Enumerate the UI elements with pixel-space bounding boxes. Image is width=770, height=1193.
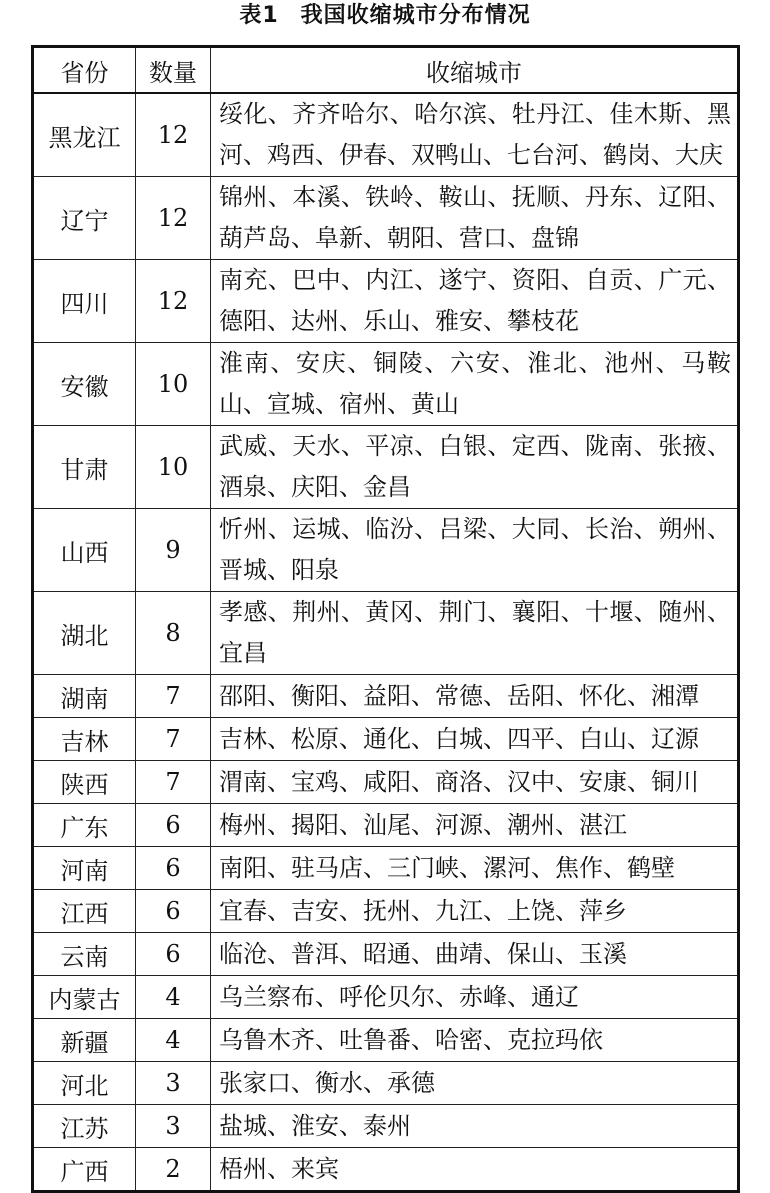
- province-cell: 湖北: [33, 592, 136, 675]
- cities-cell: 锦州、本溪、铁岭、鞍山、抚顺、丹东、辽阳、葫芦岛、阜新、朝阳、营口、盘锦: [211, 177, 739, 260]
- table-caption: 我国收缩城市分布情况: [300, 3, 531, 28]
- cities-cell: 忻州、运城、临汾、吕梁、大同、长治、朔州、晋城、阳泉: [211, 509, 739, 592]
- table-row: [33, 761, 739, 804]
- count-cell: 7: [136, 761, 211, 804]
- province-cell: 新疆: [33, 1019, 136, 1062]
- table-row: [33, 343, 739, 426]
- cities-cell: 南阳、驻马店、三门峡、漯河、焦作、鹤壁: [211, 847, 739, 890]
- table-row: [33, 509, 739, 592]
- count-cell: 6: [136, 847, 211, 890]
- province-cell: 吉林: [33, 718, 136, 761]
- count-cell: 9: [136, 509, 211, 592]
- cities-cell: 邵阳、衡阳、益阳、常德、岳阳、怀化、湘潭: [211, 675, 739, 718]
- cities-cell: 乌鲁木齐、吐鲁番、哈密、克拉玛依: [211, 1019, 739, 1062]
- province-cell: 安徽: [33, 343, 136, 426]
- table-row: [33, 1105, 739, 1148]
- cities-cell: 绥化、齐齐哈尔、哈尔滨、牡丹江、佳木斯、黑河、鸡西、伊春、双鸭山、七台河、鹤岗、大庆: [211, 93, 739, 177]
- cities-cell: 淮南、安庆、铜陵、六安、淮北、池州、马鞍山、宣城、宿州、黄山: [211, 343, 739, 426]
- table-row: [33, 804, 739, 847]
- table-row: [33, 260, 739, 343]
- cities-cell: 南充、巴中、内江、遂宁、资阳、自贡、广元、德阳、达州、乐山、雅安、攀枝花: [211, 260, 739, 343]
- table-row: [33, 933, 739, 976]
- province-cell: 云南: [33, 933, 136, 976]
- count-cell: 6: [136, 804, 211, 847]
- table-number: 表1: [239, 3, 279, 28]
- count-cell: 3: [136, 1105, 211, 1148]
- cities-cell: 吉林、松原、通化、白城、四平、白山、辽源: [211, 718, 739, 761]
- table-row: [33, 177, 739, 260]
- province-cell: 山西: [33, 509, 136, 592]
- cities-cell: 孝感、荆州、黄冈、荆门、襄阳、十堰、随州、宜昌: [211, 592, 739, 675]
- cities-cell: 渭南、宝鸡、咸阳、商洛、汉中、安康、铜川: [211, 761, 739, 804]
- shrinking-cities-table: [31, 45, 740, 1193]
- province-cell: 河南: [33, 847, 136, 890]
- count-cell: 4: [136, 1019, 211, 1062]
- cities-cell: 乌兰察布、呼伦贝尔、赤峰、通辽: [211, 976, 739, 1019]
- count-cell: 4: [136, 976, 211, 1019]
- table-row: [33, 93, 739, 177]
- province-cell: 湖南: [33, 675, 136, 718]
- province-cell: 甘肃: [33, 426, 136, 509]
- count-cell: 2: [136, 1148, 211, 1192]
- table-row: [33, 718, 739, 761]
- cities-cell: 梧州、来宾: [211, 1148, 739, 1192]
- count-cell: 6: [136, 933, 211, 976]
- province-cell: 四川: [33, 260, 136, 343]
- count-cell: 10: [136, 343, 211, 426]
- header-cities: 收缩城市: [211, 47, 739, 94]
- province-cell: 江苏: [33, 1105, 136, 1148]
- table-title: [0, 0, 770, 36]
- cities-cell: 临沧、普洱、昭通、曲靖、保山、玉溪: [211, 933, 739, 976]
- count-cell: 12: [136, 177, 211, 260]
- count-cell: 8: [136, 592, 211, 675]
- province-cell: 广西: [33, 1148, 136, 1192]
- cities-cell: 盐城、淮安、泰州: [211, 1105, 739, 1148]
- province-cell: 黑龙江: [33, 93, 136, 177]
- cities-cell: 武威、天水、平凉、白银、定西、陇南、张掖、酒泉、庆阳、金昌: [211, 426, 739, 509]
- cities-cell: 张家口、衡水、承德: [211, 1062, 739, 1105]
- cities-cell: 梅州、揭阳、汕尾、河源、潮州、湛江: [211, 804, 739, 847]
- province-cell: 陕西: [33, 761, 136, 804]
- header-row: [33, 47, 739, 94]
- table-row: [33, 976, 739, 1019]
- province-cell: 河北: [33, 1062, 136, 1105]
- count-cell: 7: [136, 675, 211, 718]
- table-row: [33, 1062, 739, 1105]
- table-row: [33, 847, 739, 890]
- count-cell: 7: [136, 718, 211, 761]
- header-province: 省份: [33, 47, 136, 94]
- table-row: [33, 1019, 739, 1062]
- count-cell: 10: [136, 426, 211, 509]
- cities-cell: 宜春、吉安、抚州、九江、上饶、萍乡: [211, 890, 739, 933]
- province-cell: 辽宁: [33, 177, 136, 260]
- table-row: [33, 592, 739, 675]
- table-row: [33, 675, 739, 718]
- table-row: [33, 890, 739, 933]
- province-cell: 江西: [33, 890, 136, 933]
- province-cell: 广东: [33, 804, 136, 847]
- count-cell: 6: [136, 890, 211, 933]
- province-cell: 内蒙古: [33, 976, 136, 1019]
- count-cell: 12: [136, 260, 211, 343]
- table-row: [33, 426, 739, 509]
- count-cell: 12: [136, 93, 211, 177]
- count-cell: 3: [136, 1062, 211, 1105]
- header-count: 数量: [136, 47, 211, 94]
- table-row: [33, 1148, 739, 1192]
